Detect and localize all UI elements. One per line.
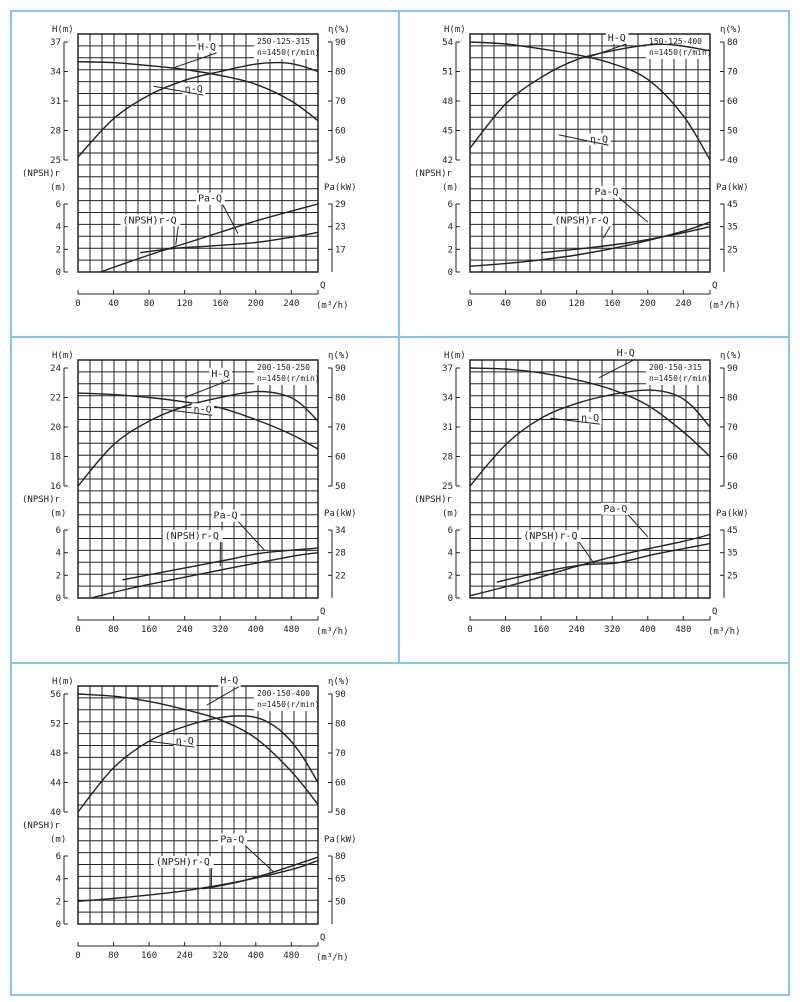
npsh-axis-unit: (m) [50, 835, 67, 845]
pump-chart-250-125-315 [20, 20, 390, 330]
x-tick-label: 0 [75, 299, 81, 309]
h-tick-label: 24 [50, 364, 61, 374]
pa-tick-label: 17 [335, 245, 346, 256]
power-q-label-leader [238, 522, 264, 551]
eta-tick-label: 60 [335, 126, 346, 137]
x-tick-label: 80 [500, 625, 511, 635]
x-tick-label: 80 [108, 625, 119, 635]
npsh-axis-label: (NPSH)r [22, 495, 60, 505]
h-axis-label: H(m) [52, 677, 74, 687]
npsh-tick-label: 2 [55, 897, 61, 908]
x-tick-label: 80 [143, 299, 155, 309]
x-tick-label: 320 [604, 625, 621, 635]
eta-tick-label: 90 [335, 690, 346, 700]
speed-label: n=1450(r/min) [257, 48, 320, 57]
eta-tick-label: 80 [335, 393, 346, 404]
h-tick-label: 48 [50, 749, 61, 759]
speed-label: n=1450(r/min) [649, 374, 712, 383]
eta-tick-label: 50 [335, 482, 346, 492]
eta-axis-label: η(%) [720, 25, 742, 35]
pa-tick-label: 25 [727, 571, 738, 582]
npsh-tick-label: 6 [55, 200, 61, 210]
npsh-tick-label: 2 [447, 245, 453, 256]
x-tick-label: 400 [247, 951, 264, 961]
eta-tick-label: 40 [727, 156, 738, 166]
pa-axis-label: Pa(kW) [324, 183, 357, 193]
x-tick-label: 0 [467, 625, 473, 635]
x-tick-label: 40 [500, 299, 511, 309]
npsh-q-label: (NPSH)r-Q [164, 531, 219, 543]
eta-tick-label: 50 [727, 482, 738, 492]
x-tick-label: 320 [212, 625, 229, 635]
pa-tick-label: 80 [335, 852, 346, 862]
h-tick-label: 22 [50, 393, 61, 404]
h-tick-label: 31 [442, 423, 453, 433]
efficiency-q-label: η-Q [193, 404, 212, 416]
npsh-q-label: (NPSH)r-Q [523, 531, 578, 543]
x-tick-label: 480 [283, 951, 300, 961]
h-q-label: H-Q [198, 41, 217, 53]
h-tick-label: 54 [442, 38, 453, 48]
speed-label: n=1450(r/min) [649, 48, 712, 57]
power-q-label: Pa-Q [198, 193, 223, 205]
npsh-tick-label: 4 [55, 222, 61, 233]
eta-tick-label: 60 [727, 97, 738, 107]
npsh-tick-label: 0 [447, 268, 453, 278]
power-q-label: Pa-Q [594, 186, 619, 198]
pa-tick-label: 50 [335, 897, 346, 908]
pa-tick-label: 34 [335, 526, 346, 536]
h-tick-label: 37 [50, 38, 61, 48]
x-axis-label: Q [712, 281, 718, 291]
power-q-label-leader [245, 845, 274, 871]
efficiency-q-label: η-Q [184, 84, 203, 96]
pa-tick-label: 65 [335, 874, 346, 885]
h-q-label: H-Q [211, 368, 230, 380]
npsh-tick-label: 4 [447, 548, 453, 559]
h-q-label: H-Q [607, 33, 626, 45]
column-divider [398, 10, 400, 662]
pump-chart-200-150-250 [20, 346, 390, 656]
npsh-axis-label: (NPSH)r [414, 495, 452, 505]
x-tick-label: 320 [212, 951, 229, 961]
x-tick-label: 0 [467, 299, 473, 309]
pa-tick-label: 45 [727, 200, 738, 210]
npsh-axis-unit: (m) [50, 509, 67, 519]
row-divider-2 [10, 662, 790, 664]
x-tick-label: 400 [247, 625, 264, 635]
eta-tick-label: 70 [335, 423, 346, 433]
npsh-q-label-leader [176, 226, 178, 245]
model-label: 250-125-315 [257, 37, 310, 46]
h-q-label-leader [599, 359, 635, 378]
h-tick-label: 31 [50, 97, 61, 107]
h-tick-label: 34 [442, 393, 453, 404]
x-axis-unit: (m³/h) [708, 301, 741, 311]
x-tick-label: 120 [568, 299, 585, 309]
npsh-q-curve [202, 857, 318, 889]
efficiency-q-label: η-Q [581, 413, 600, 425]
h-axis-label: H(m) [52, 351, 74, 361]
pa-tick-label: 35 [727, 548, 738, 559]
x-tick-label: 80 [535, 299, 547, 309]
eta-tick-label: 90 [335, 38, 346, 48]
x-tick-label: 160 [212, 299, 229, 309]
x-axis-unit: (m³/h) [316, 953, 349, 963]
efficiency-q-label: η-Q [175, 736, 194, 748]
x-axis-unit: (m³/h) [708, 627, 741, 637]
eta-tick-label: 60 [727, 452, 738, 463]
h-tick-label: 51 [442, 67, 453, 78]
eta-tick-label: 80 [335, 719, 346, 730]
npsh-tick-label: 0 [55, 594, 61, 604]
h-tick-label: 42 [442, 156, 453, 166]
model-label: 200-150-400 [257, 689, 310, 698]
x-tick-label: 240 [568, 625, 585, 635]
pump-chart-200-150-315 [412, 346, 782, 656]
x-axis-label: Q [320, 607, 326, 617]
speed-label: n=1450(r/min) [257, 700, 320, 709]
eta-tick-label: 70 [727, 423, 738, 433]
npsh-tick-label: 0 [447, 594, 453, 604]
h-tick-label: 18 [50, 452, 61, 463]
x-axis-label: Q [320, 933, 326, 943]
npsh-q-label-leader [579, 542, 594, 564]
eta-tick-label: 80 [727, 393, 738, 404]
x-tick-label: 120 [176, 299, 193, 309]
npsh-q-label: (NPSH)r-Q [122, 215, 177, 227]
eta-tick-label: 60 [335, 452, 346, 463]
pa-tick-label: 29 [335, 200, 346, 210]
h-tick-label: 25 [442, 482, 453, 492]
h-axis-label: H(m) [444, 25, 466, 35]
eta-tick-label: 70 [335, 749, 346, 759]
x-tick-label: 0 [75, 625, 81, 635]
npsh-axis-label: (NPSH)r [414, 169, 452, 179]
eta-tick-label: 50 [335, 156, 346, 166]
x-tick-label: 160 [140, 625, 158, 635]
pa-axis-label: Pa(kW) [324, 509, 357, 519]
power-q-curve [91, 553, 318, 598]
h-tick-label: 28 [442, 452, 453, 463]
pa-tick-label: 25 [727, 245, 738, 256]
x-axis-unit: (m³/h) [316, 301, 349, 311]
pa-axis-label: Pa(kW) [716, 509, 749, 519]
power-q-label: Pa-Q [220, 834, 245, 846]
x-tick-label: 40 [108, 299, 119, 309]
h-tick-label: 20 [50, 423, 61, 433]
npsh-tick-label: 4 [55, 548, 61, 559]
model-label: 150-125-400 [649, 37, 702, 46]
x-tick-label: 240 [176, 951, 193, 961]
h-q-label: H-Q [616, 348, 635, 360]
h-tick-label: 56 [50, 690, 61, 700]
npsh-tick-label: 2 [447, 571, 453, 582]
npsh-tick-label: 6 [55, 526, 61, 536]
eta-tick-label: 80 [335, 67, 346, 78]
eta-tick-label: 70 [335, 97, 346, 107]
npsh-axis-unit: (m) [442, 183, 459, 193]
eta-tick-label: 60 [335, 778, 346, 789]
x-tick-label: 0 [75, 951, 81, 961]
eta-tick-label: 90 [335, 364, 346, 374]
x-tick-label: 80 [108, 951, 119, 961]
eta-tick-label: 90 [727, 364, 738, 374]
h-axis-label: H(m) [444, 351, 466, 361]
x-tick-label: 480 [283, 625, 300, 635]
h-tick-label: 16 [50, 482, 61, 492]
npsh-tick-label: 4 [55, 874, 61, 885]
npsh-axis-unit: (m) [442, 509, 459, 519]
x-tick-label: 160 [140, 951, 158, 961]
h-tick-label: 45 [442, 126, 453, 137]
npsh-tick-label: 2 [55, 245, 61, 256]
h-tick-label: 40 [50, 808, 61, 818]
h-tick-label: 28 [50, 126, 61, 137]
x-axis-label: Q [320, 281, 326, 291]
npsh-tick-label: 6 [55, 852, 61, 862]
h-tick-label: 48 [442, 97, 453, 107]
pa-axis-label: Pa(kW) [716, 183, 749, 193]
npsh-tick-label: 0 [55, 920, 61, 930]
x-axis-label: Q [712, 607, 718, 617]
x-tick-label: 160 [532, 625, 550, 635]
eta-tick-label: 80 [727, 38, 738, 48]
h-tick-label: 37 [442, 364, 453, 374]
npsh-tick-label: 4 [447, 222, 453, 233]
x-axis-unit: (m³/h) [316, 627, 349, 637]
x-tick-label: 480 [675, 625, 692, 635]
npsh-q-label: (NPSH)r-Q [155, 857, 210, 869]
eta-tick-label: 50 [727, 126, 738, 137]
x-tick-label: 240 [283, 299, 300, 309]
npsh-tick-label: 6 [447, 200, 453, 210]
power-q-label-leader [619, 198, 648, 222]
eta-axis-label: η(%) [328, 25, 350, 35]
pa-tick-label: 23 [335, 222, 346, 233]
npsh-axis-unit: (m) [50, 183, 67, 193]
h-tick-label: 52 [50, 719, 61, 730]
pump-chart-200-150-400 [20, 672, 390, 992]
pa-tick-label: 35 [727, 222, 738, 233]
eta-axis-label: η(%) [328, 351, 350, 361]
x-tick-label: 240 [176, 625, 193, 635]
npsh-q-label: (NPSH)r-Q [554, 215, 609, 227]
npsh-tick-label: 2 [55, 571, 61, 582]
h-q-label: H-Q [220, 675, 239, 687]
efficiency-q-label: η-Q [590, 134, 609, 146]
npsh-tick-label: 0 [55, 268, 61, 278]
pump-chart-150-125-400 [412, 20, 782, 330]
power-q-label: Pa-Q [213, 510, 238, 522]
model-label: 200-150-315 [649, 363, 702, 372]
x-tick-label: 200 [247, 299, 264, 309]
model-label: 200-150-250 [257, 363, 310, 372]
npsh-tick-label: 6 [447, 526, 453, 536]
speed-label: n=1450(r/min) [257, 374, 320, 383]
x-tick-label: 400 [639, 625, 656, 635]
eta-tick-label: 70 [727, 67, 738, 78]
h-axis-label: H(m) [52, 25, 74, 35]
h-tick-label: 34 [50, 67, 61, 78]
row-divider-1 [10, 336, 790, 338]
h-tick-label: 44 [50, 778, 61, 789]
eta-axis-label: η(%) [328, 677, 350, 687]
h-q-label-leader [185, 380, 230, 398]
pa-axis-label: Pa(kW) [324, 835, 357, 845]
npsh-q-curve [497, 544, 710, 583]
power-q-label: Pa-Q [603, 503, 628, 515]
npsh-axis-label: (NPSH)r [22, 821, 60, 831]
eta-tick-label: 50 [335, 808, 346, 818]
pa-tick-label: 22 [335, 571, 346, 582]
h-tick-label: 25 [50, 156, 61, 166]
pa-tick-label: 45 [727, 526, 738, 536]
x-tick-label: 240 [675, 299, 692, 309]
x-tick-label: 200 [639, 299, 656, 309]
npsh-q-curve [140, 232, 318, 252]
npsh-axis-label: (NPSH)r [22, 169, 60, 179]
x-tick-label: 160 [604, 299, 621, 309]
eta-axis-label: η(%) [720, 351, 742, 361]
pa-tick-label: 28 [335, 548, 346, 559]
